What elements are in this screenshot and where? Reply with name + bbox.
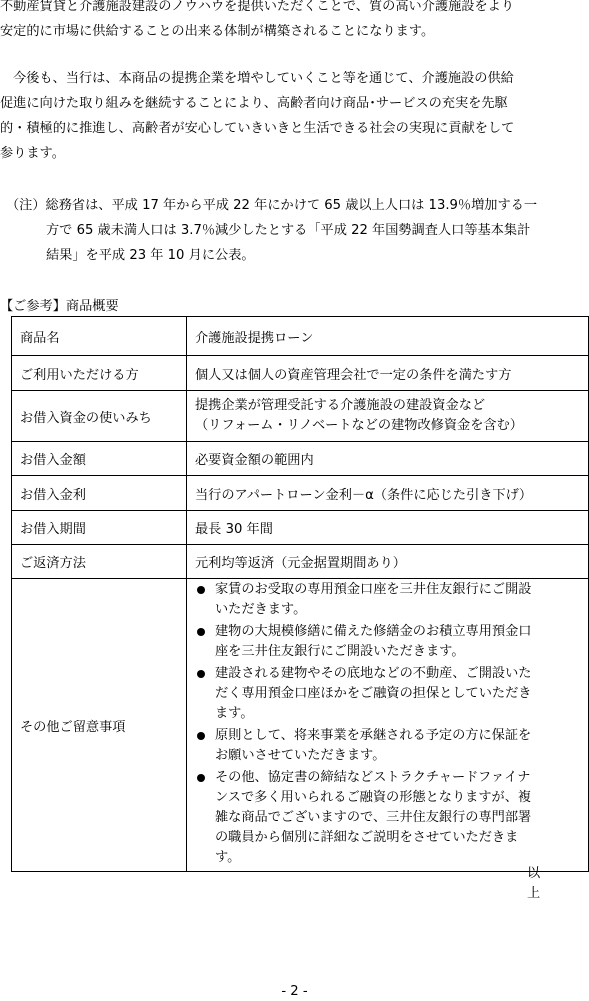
list-line: の職員から個別に詳細なご説明をさせていただきま <box>215 830 519 845</box>
table-value: 最長 30 年間 <box>187 511 589 545</box>
table-row <box>12 391 589 442</box>
table-key: お借入金利 <box>12 476 187 511</box>
table-value: 元利均等返済（元金据置期間あり） <box>187 545 589 579</box>
paragraph-line: 的・積極的に推進し、高齢者が安心していきいきと生活できる社会の実現に貢献をして <box>0 121 515 136</box>
table-row <box>12 579 589 872</box>
closing-mark: 以上 <box>527 866 559 901</box>
list-line: 雑な商品でございますので、三井住友銀行の専門部署 <box>215 810 532 825</box>
list-line: ます。 <box>215 706 254 721</box>
list-item <box>195 664 580 724</box>
table-value: 個人又は個人の資産管理会社で一定の条件を満たす方 <box>187 356 589 391</box>
footnote-line: （注）総務省は、平成 17 年から平成 22 年にかけて 65 歳以上人口は 13.9％増加する一 <box>6 198 538 213</box>
list-line: 原則として、将来事業を承継される予定の方に保証を <box>215 728 532 743</box>
table-row <box>12 545 589 579</box>
list-item <box>195 726 580 766</box>
list-item <box>195 768 580 868</box>
table-key: お借入期間 <box>12 511 187 545</box>
table-value: 当行のアパートローン金利－α（条件に応じた引き下げ） <box>187 476 589 511</box>
list-line: す。 <box>215 850 241 865</box>
list-line: いただきます。 <box>215 602 307 617</box>
bullet-icon <box>197 628 205 636</box>
paragraph-line: 促進に向けた取り組みを継続することにより、高齢者向け商品･サービスの充実を先駆 <box>0 96 508 111</box>
list-item <box>195 622 580 662</box>
list-line: その他、協定書の締結などストラクチャードファイナ <box>215 770 531 785</box>
paragraph-line: 参ります。 <box>0 146 65 161</box>
table-row <box>12 356 589 391</box>
paragraph-line: 不動産賃貸と介護施設建設のノウハウを提供いただくことで、質の高い介護施設をより <box>0 0 515 14</box>
product-overview-table <box>11 316 589 872</box>
notes-list <box>195 580 580 868</box>
list-line: ンスで多く用いられるご融資の形態となりますが、複 <box>215 790 532 805</box>
list-line: 建設される建物やその底地などの不動産、ご開設いた <box>215 666 532 681</box>
bullet-icon <box>197 774 205 782</box>
footnote <box>6 193 589 268</box>
cell-line: （リフォーム・リノベートなどの建物改修資金を含む） <box>195 418 523 433</box>
list-line: 建物の大規模修繕に備えた修繕金のお積立専用預金口 <box>215 624 532 639</box>
outlook-paragraph <box>0 66 589 166</box>
paragraph-line: 今後も、当行は、本商品の提携企業を増やしていくこと等を通じて、介護施設の供給 <box>13 71 514 86</box>
page-number: - 2 - <box>281 984 308 999</box>
table-row <box>12 476 589 511</box>
table-key: お借入金額 <box>12 442 187 476</box>
footnote-line: 結果」を平成 23 年 10 月に公表。 <box>46 248 255 263</box>
table-value <box>187 391 589 442</box>
list-line: 座を三井住友銀行にご開設いただきます。 <box>215 644 465 659</box>
bullet-icon <box>197 586 205 594</box>
paragraph-line: 安定的に市場に供給することの出来る体制が構築されることになります。 <box>0 24 435 39</box>
table-key: お借入資金の使いみち <box>12 391 187 442</box>
table-key: ご返済方法 <box>12 545 187 579</box>
bullet-icon <box>197 670 205 678</box>
list-item <box>195 580 580 620</box>
table-value: 必要資金額の範囲内 <box>187 442 589 476</box>
bullet-icon <box>197 732 205 740</box>
table-key: ご利用いただける方 <box>12 356 187 391</box>
cell-line: 提携企業が管理受託する介護施設の建設資金など <box>195 398 486 413</box>
table-row <box>12 317 589 356</box>
footnote-line: 方で 65 歳未満人口は 3.7％減少したとする「平成 22 年国勢調査人口等基本集計 <box>46 223 531 238</box>
list-line: 家賃のお受取の専用預金口座を三井住友銀行にご開設 <box>215 582 532 597</box>
table-key: その他ご留意事項 <box>12 579 187 872</box>
table-key: 商品名 <box>12 317 187 356</box>
intro-paragraph <box>0 0 589 44</box>
list-line: お願いさせていただきます。 <box>215 748 386 763</box>
table-row <box>12 511 589 545</box>
reference-heading: 【ご参考】商品概要 <box>0 299 119 314</box>
table-value: 介護施設提携ローン <box>187 317 589 356</box>
list-line: だく専用預金口座ほかをご融資の担保としていただき <box>215 686 532 701</box>
table-row <box>12 442 589 476</box>
table-value <box>187 579 589 872</box>
